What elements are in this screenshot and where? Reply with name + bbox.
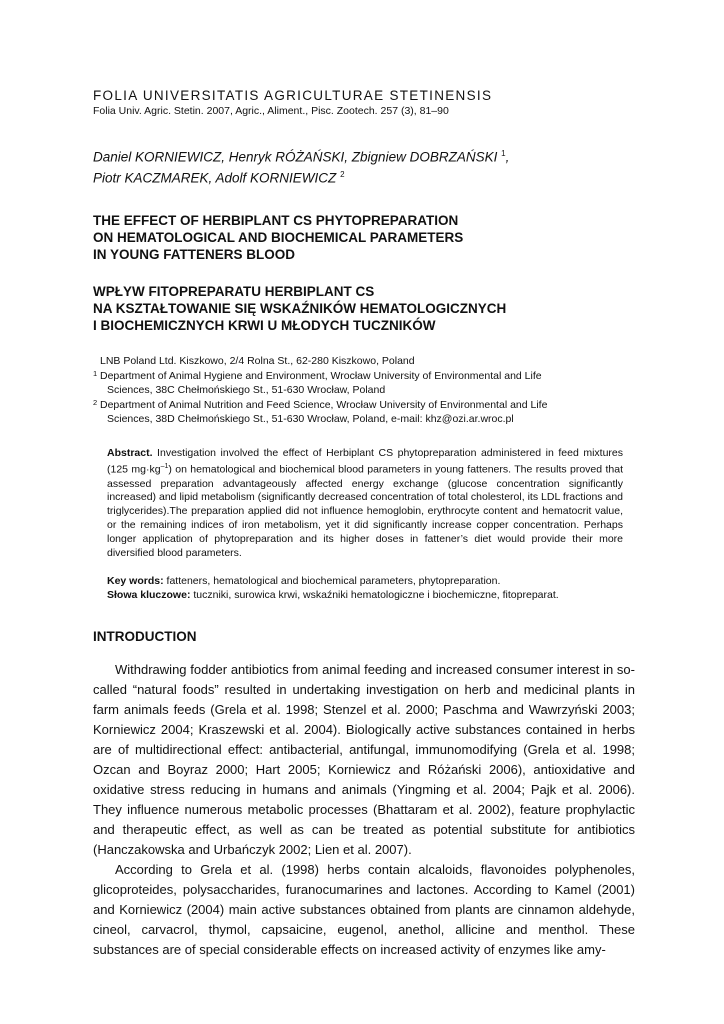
author-list xyxy=(93,145,635,186)
affiliations xyxy=(93,354,635,427)
affiliation-ref-1: 1 xyxy=(501,149,506,158)
keywords-polish: Słowa kluczowe: tuczniki, surowica krwi, wskaźniki hematologiczne i biochemiczne, fitopreparat. xyxy=(107,589,559,602)
title-english: THE EFFECT OF HERBIPLANT CS PHYTOPREPARATION ON HEMATOLOGICAL AND BIOCHEMICAL PARAMETERS IN YOUNG FATTENERS BLOOD xyxy=(93,213,464,262)
section-heading-introduction: INTRODUCTION xyxy=(93,629,197,645)
title-polish: WPŁYW FITOPREPARATU HERBIPLANT CS NA KSZTAŁTOWANIE SIĘ WSKAŹNIKÓW HEMATOLOGICZNYCH I BIOCHEMICZNYCH KRWI U MŁODYCH TUCZNIKÓW xyxy=(93,284,507,333)
abstract: Abstract. Investigation involved the effect of Herbiplant CS phytopreparation administered in feed mixtures (125 $mg\cdot kg^{-1}$) on hematological and biochemical blood parameters in young fatteners. The results proved that assessed preparation advantageously affected energy exchange (glucose concentration significantly increased) and lipid metabolism (significantly decreased concentration of total cholesterol, its LDL fractions and triglycerides).The preparation applied did not influence hemoglobin, erythrocyte content and hematocrit value, or the remaining indices of iron metabolism, yet it did significantly increase copper concentration. Perhaps longer application of phytopreparation and its higher doses in fattener’s diet would provide their more diversified blood parameters. xyxy=(107,446,624,559)
author-line-1: Daniel KORNIEWICZ, Henryk RÓŻAŃSKI, Zbigniew DOBRZAŃSKI $^1$, xyxy=(93,149,510,165)
affiliation-2: 2 Department of Animal Nutrition and Feed Science, Wrocław University of Environmental and Life Sciences, 38D Chełmońskiego St., 51-630 Wrocław, Poland, e-mail: khz@ozi.ar.wroc.pl xyxy=(93,397,548,425)
intro-paragraph-1: Withdrawing fodder antibiotics from animal feeding and increased consumer interest in so-called “natural foods” resulted in undertaking investigation on herb and medicinal plants in farm animals feeds (Grela et al. 1998; Stenzel et al. 2000; Paschma and Wawrzyński 2003; Korniewicz 2004; Kraszewski et al. 2004). Biologically active substances contained in herbs are of multidirectional effect: antibacterial, antifungal, immunomodifying (Grela et al. 1998; Ozcan and Boyraz 2000; Hart 2005; Korniewicz and Różański 2006), antioxidative and oxidative stress reducing in humans and animals (Yingming et al. 2004; Pajk et al. 2006). They influence numerous metabolic processes (Bhattaram et al. 2002), feature prophylactic and therapeutic effect, as well as can be treated as potential substitute for antibiotics (Hanczakowska and Urbańczyk 2002; Lien et al. 2007). xyxy=(93,662,635,858)
intro-paragraph-2: According to Grela et al. (1998) herbs contain alcaloids, flavonoides polyphenoles, glicoproteides, polysaccharides, furanocumarines and lactones. According to Kamel (2001) and Korniewicz (2004) main active substances obtained from plants are cinnamon aldehyde, cineol, carvacrol, thymol, capsaicine, eugenol, anethol, allicine and menthol. These substances are of special considerable effects on increased activity of enzymes like amy- xyxy=(93,862,635,958)
author-line-2: Piotr KACZMAREK, Adolf KORNIEWICZ $^2$ xyxy=(93,169,345,185)
keywords-english: Key words: fatteners, hematological and biochemical parameters, phytopreparation. xyxy=(107,575,501,588)
article-page xyxy=(93,88,635,960)
abstract-label: Abstract. xyxy=(107,446,153,459)
citation-line: Folia Univ. Agric. Stetin. 2007, Agric., Aliment., Pisc. Zootech. 257 (3), 81–90 xyxy=(93,105,449,117)
keywords xyxy=(107,574,623,602)
affiliation-0: LNB Poland Ltd. Kiszkowo, 2/4 Rolna St., 62-280 Kiszkowo, Poland xyxy=(100,355,415,367)
affiliation-1: 1 Department of Animal Hygiene and Environment, Wrocław University of Environmental and Life Sciences, 38C Chełmońskiego St., 51-630 Wrocław, Poland xyxy=(93,368,542,396)
affiliation-ref-2: 2 xyxy=(340,169,345,179)
journal-name: FOLIA UNIVERSITATIS AGRICULTURAE STETINENSIS xyxy=(93,88,493,103)
